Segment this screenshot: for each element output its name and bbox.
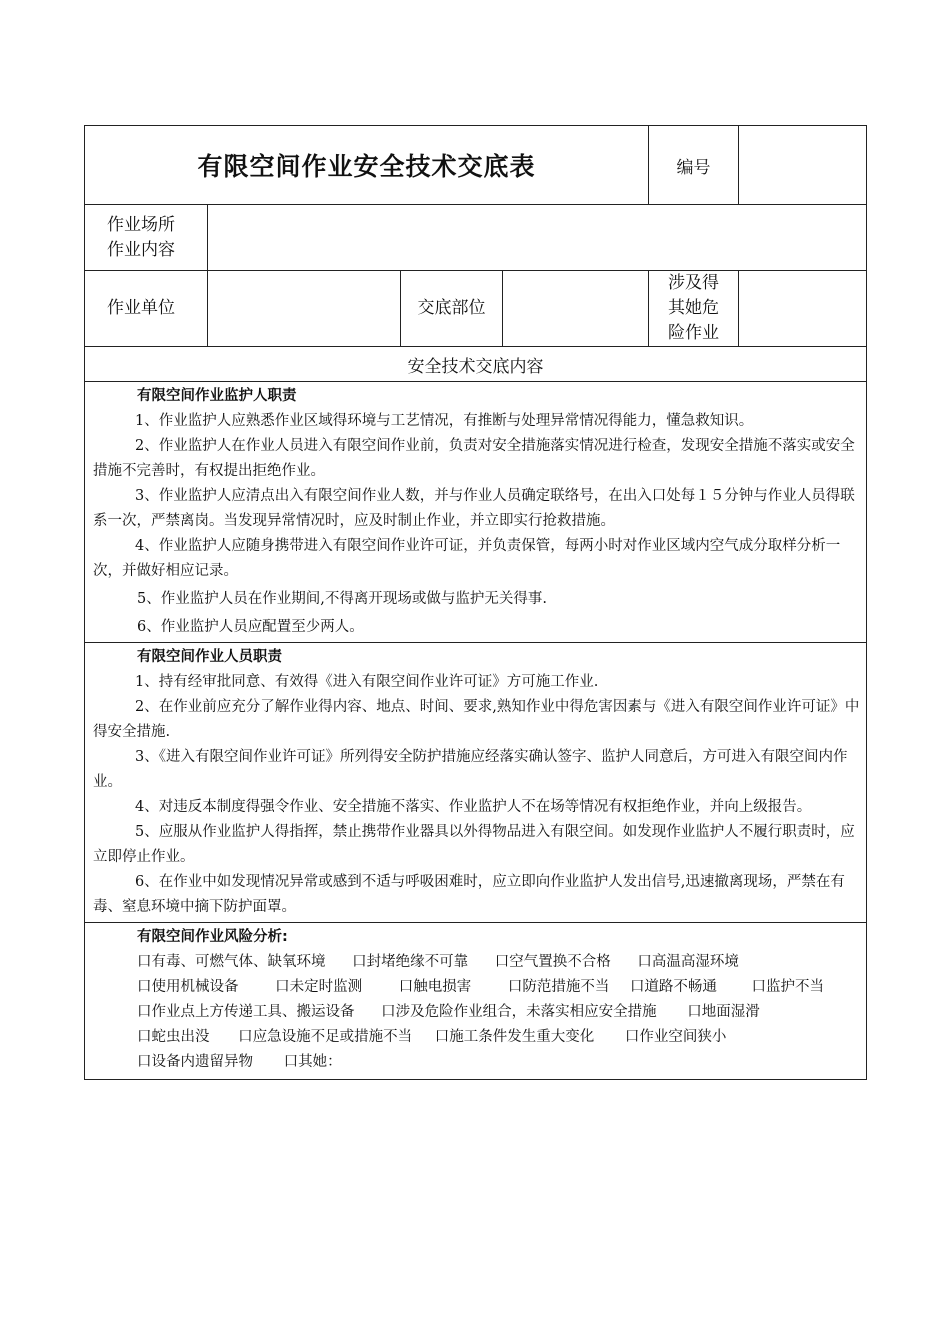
- risk-row-2: [85, 975, 866, 1000]
- worker-duties-block: [85, 643, 867, 923]
- worker-item-5: 5、应服从作业监护人得指挥，禁止携带作业器具以外得物品进入有限空间。如发现作业监护人不履行职责时，应立即停止作业。: [93, 824, 855, 865]
- risk-row-1: [85, 950, 866, 975]
- worker-item-6: 6、在作业中如发现情况异常或感到不适与呼吸困难时，应立即向作业监护人发出信号,迅速撤离现场，严禁在有毒、窒息环境中摘下防护面罩。: [93, 874, 845, 915]
- section-title: 安全技术交底内容: [85, 347, 867, 382]
- risk-combined-hazard[interactable]: 口涉及危险作业组合，未落实相应安全措施: [381, 1004, 657, 1020]
- part-label: 交底部位: [401, 271, 503, 347]
- risk-narrow-space[interactable]: 口作业空间狭小: [624, 1029, 727, 1045]
- number-value[interactable]: [739, 126, 867, 205]
- other-risk-label-line1: 涉及得: [668, 273, 720, 293]
- worker-item-3: 3、《进入有限空间作业许可证》所列得安全防护措施应经落实确认签字、监护人同意后，方可进入有限空间内作业。: [93, 749, 848, 790]
- part-value[interactable]: [503, 271, 649, 347]
- risk-emergency-facilities[interactable]: 口应急设施不足或措施不当: [238, 1029, 413, 1045]
- risk-slippery-floor[interactable]: 口地面湿滑: [687, 1004, 760, 1020]
- risk-improper-supervision[interactable]: 口监护不当: [751, 979, 825, 995]
- unit-value[interactable]: [208, 271, 401, 347]
- form-title: 有限空间作业安全技术交底表: [85, 126, 649, 205]
- risk-air-replacement[interactable]: 口空气置换不合格: [494, 954, 611, 970]
- risk-improper-measures[interactable]: 口防范措施不当: [507, 979, 610, 995]
- site-label: [85, 205, 208, 271]
- worker-item-2: 2、在作业前应充分了解作业得内容、地点、时间、要求,熟知作业中得危害因素与《进入有限空间作业许可证》中得安全措施.: [93, 699, 860, 740]
- risk-machinery[interactable]: 口使用机械设备: [137, 979, 239, 995]
- other-risk-label-line2: 其她危: [668, 298, 720, 318]
- worker-item-4: 4、对违反本制度得强令作业、安全措施不落实、作业监护人不在场等情况有权拒绝作业，并向上级报告。: [135, 799, 812, 815]
- risk-row-4: [85, 1025, 866, 1050]
- risk-no-monitoring[interactable]: 口未定时监测: [275, 979, 363, 995]
- monitor-item-6: 6、作业监护人员应配置至少两人。: [137, 619, 364, 635]
- site-label-line1: 作业场所: [107, 214, 175, 235]
- risk-analysis-block: [85, 923, 867, 1080]
- risk-toxic-gas[interactable]: 口有毒、可燃气体、缺氧环境: [137, 954, 326, 970]
- unit-label: 作业单位: [85, 271, 208, 347]
- risk-row-3: [85, 1000, 866, 1025]
- monitor-item-5: 5、作业监护人员在作业期间,不得离开现场或做与监护无关得事.: [137, 591, 547, 607]
- monitor-item-1: 1、作业监护人应熟悉作业区域得环境与工艺情况，有推断与处理异常情况得能力，懂急救知识。: [135, 413, 754, 429]
- other-risk-label-line3: 险作业: [668, 323, 720, 343]
- worker-item-1: 1、持有经审批同意、有效得《进入有限空间作业许可证》方可施工作业.: [135, 674, 599, 690]
- monitor-item-4: 4、作业监护人应随身携带进入有限空间作业许可证，并负责保管，每两小时对作业区域内空气成分取样分析一次，并做好相应记录。: [93, 538, 841, 579]
- monitor-duties-block: [85, 382, 867, 643]
- risk-electric-shock[interactable]: 口触电损害: [398, 979, 472, 995]
- worker-duties-title: 有限空间作业人员职责: [137, 649, 282, 665]
- monitor-duties-title: 有限空间作业监护人职责: [137, 388, 297, 404]
- risk-overhead-transfer[interactable]: 口作业点上方传递工具、搬运设备: [137, 1004, 355, 1020]
- risk-snakes-insects[interactable]: 口蛇虫出没: [137, 1029, 210, 1045]
- risk-other[interactable]: 口其她：: [283, 1054, 342, 1070]
- site-value[interactable]: [208, 205, 867, 271]
- safety-briefing-form: [84, 125, 867, 1080]
- risk-high-temp-humidity[interactable]: 口高温高湿环境: [637, 954, 739, 970]
- monitor-item-3: 3、作业监护人应清点出入有限空间作业人数，并与作业人员确定联络号，在出入口处每１５分钟与作业人员得联系一次，严禁离岗。当发现异常情况时，应及时制止作业，并立即实行抢救措施。: [93, 488, 855, 529]
- other-risk-value[interactable]: [739, 271, 867, 347]
- risk-road-blocked[interactable]: 口道路不畅通: [629, 979, 717, 995]
- risk-foreign-objects[interactable]: 口设备内遗留异物: [137, 1054, 253, 1070]
- other-risk-label: [649, 271, 739, 347]
- risk-insulation[interactable]: 口封堵绝缘不可靠: [352, 954, 469, 970]
- risk-condition-change[interactable]: 口施工条件发生重大变化: [434, 1029, 595, 1045]
- number-label: 编号: [649, 126, 739, 205]
- risk-row-5: [85, 1050, 866, 1075]
- monitor-item-2: 2、作业监护人在作业人员进入有限空间作业前，负责对安全措施落实情况进行检查，发现安全措施不落实或安全措施不完善时，有权提出拒绝作业。: [93, 438, 855, 479]
- site-label-line2: 作业内容: [107, 239, 175, 260]
- risk-analysis-title: 有限空间作业风险分析:: [137, 929, 288, 945]
